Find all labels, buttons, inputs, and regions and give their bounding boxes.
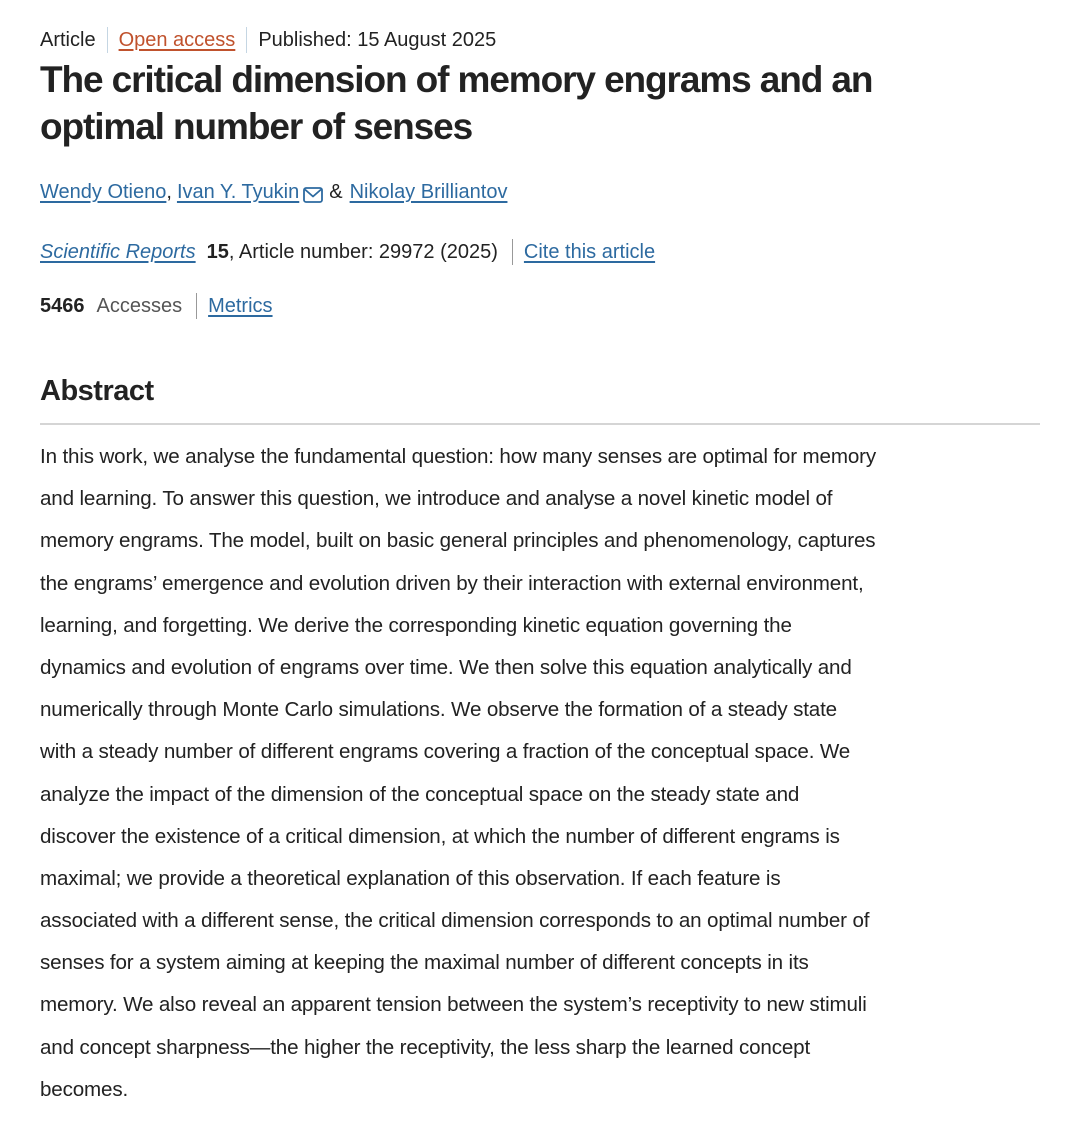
abstract-line: with a steady number of different engrams covering a fraction of the conceptual space. We [40, 740, 851, 764]
meta-separator [107, 27, 108, 53]
author-separator: , [166, 181, 172, 203]
author-link[interactable]: Wendy Otieno [40, 181, 167, 203]
metrics-link[interactable]: Metrics [208, 295, 273, 317]
open-access-link[interactable]: Open access [118, 29, 236, 51]
abstract-line: senses for a system aiming at keeping the maximal number of different concepts in its [40, 951, 809, 975]
abstract-line: and concept sharpness—the higher the receptivity, the less sharp the learned concept [40, 1035, 811, 1059]
published-date: Published: 15 August 2025 [258, 29, 497, 51]
title-line-2: optimal number of senses [40, 106, 473, 147]
abstract-line: memory engrams. The model, built on basic general principles and phenomenology, captures [40, 529, 876, 553]
abstract-line: maximal; we provide a theoretical explanation of this observation. If each feature is [40, 866, 781, 890]
section-divider [40, 423, 1040, 425]
abstract-line: numerically through Monte Carlo simulations. We observe the formation of a steady state [40, 698, 837, 722]
metrics-separator [196, 293, 197, 319]
mail-icon[interactable] [303, 184, 323, 200]
author-ampersand: & [329, 181, 343, 203]
abstract-heading: Abstract [40, 375, 154, 407]
citation-row [40, 239, 655, 265]
abstract-line: associated with a different sense, the critical dimension corresponds to an optimal number of [40, 909, 870, 933]
abstract-line: discover the existence of a critical dimension, at which the number of different engrams is [40, 824, 840, 848]
citation-separator [512, 239, 513, 265]
article-number: , Article number: 29972 (2025) [228, 241, 498, 263]
author-link[interactable]: Nikolay Brilliantov [349, 181, 508, 203]
title-line-1: The critical dimension of memory engrams and an [40, 59, 873, 100]
journal-volume: 15 [206, 241, 229, 263]
abstract-line: and learning. To answer this question, we introduce and analyse a novel kinetic model of [40, 487, 833, 511]
accesses-label: Accesses [96, 295, 183, 317]
abstract-line: the engrams’ emergence and evolution driven by their interaction with external environment, [40, 571, 864, 595]
abstract-line: dynamics and evolution of engrams over time. We then solve this equation analytically and [40, 655, 852, 679]
abstract-line: analyze the impact of the dimension of the conceptual space on the steady state and [40, 782, 800, 806]
abstract-line: learning, and forgetting. We derive the corresponding kinetic equation governing the [40, 613, 792, 637]
abstract-line: In this work, we analyse the fundamental question: how many senses are optimal for memory [40, 445, 876, 468]
meta-separator [246, 27, 247, 53]
abstract-line: memory. We also reveal an apparent tension between the system’s receptivity to new stimuli [40, 993, 867, 1017]
cite-article-link[interactable]: Cite this article [523, 241, 656, 263]
article-type: Article [40, 29, 96, 51]
abstract-line: becomes. [40, 1077, 129, 1101]
metrics-row [40, 293, 273, 319]
article-title [40, 56, 1040, 150]
journal-link[interactable]: Scientific Reports [40, 241, 196, 263]
accesses-count: 5466 [40, 295, 85, 317]
author-link[interactable]: Ivan Y. Tyukin [176, 181, 300, 203]
author-list [40, 179, 507, 205]
abstract-text [40, 436, 1040, 1111]
article-meta [40, 27, 496, 53]
